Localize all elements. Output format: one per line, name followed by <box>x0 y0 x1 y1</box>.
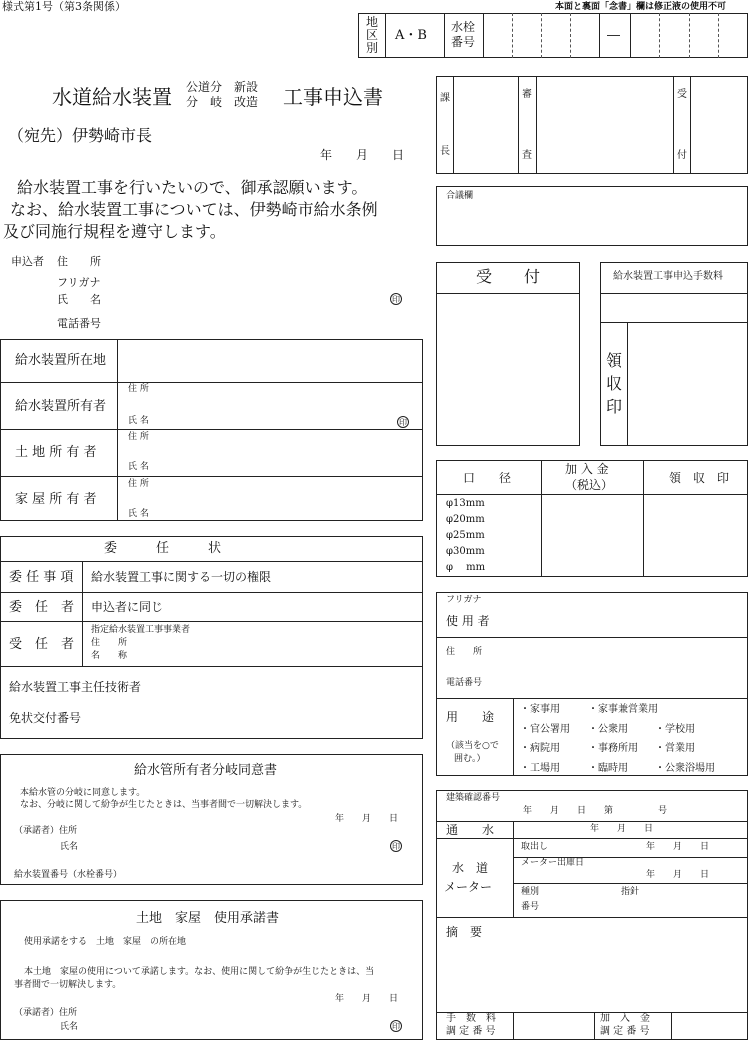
proxy-agent-line2: 住 所 <box>91 638 128 648</box>
review-2: 査 <box>522 150 532 161</box>
site-location-label: 給水装置所在地 <box>15 353 107 368</box>
use-school: ・学校用 <box>655 724 695 735</box>
proxy-title: 委 任 状 <box>104 541 222 556</box>
stamp-header: 領 収 印 <box>669 471 730 485</box>
review-1: 審 <box>522 89 532 100</box>
applicant-name: 氏 名 <box>57 293 101 306</box>
use-consent-line2: 本土地 家屋の使用について承諾します。なお、使用に関して紛争が生じたときは、当 <box>24 967 375 977</box>
applicant-phone: 電話番号 <box>57 317 101 330</box>
house-owner-label: 家 屋 所 有 者 <box>15 492 97 507</box>
branch-seal: 印 <box>392 842 400 851</box>
owner-addr: 住 所 <box>128 384 149 394</box>
branch-consenter-name: 氏名 <box>60 842 79 852</box>
applicant-label: 申込者 <box>11 255 44 268</box>
use-factory: ・工場用 <box>520 763 560 774</box>
applicant-seal: 印 <box>392 295 400 304</box>
use-consent-title: 土地 家屋 使用承諾書 <box>136 911 280 926</box>
use-business: ・営業用 <box>655 743 695 754</box>
applicant-furigana: フリガナ <box>57 276 101 289</box>
proxy-principal-label: 委 任 者 <box>9 600 75 615</box>
use-government: ・官公署用 <box>520 724 570 735</box>
use-domestic-business: ・家事兼営業用 <box>588 704 658 715</box>
branch-consent-line2: なお、分岐に関して紛争が生じたときは、当事者間で一切解決します。 <box>20 800 308 810</box>
intro-line-1: 給水装置工事を行いたいので、御承認願います。 <box>17 178 368 197</box>
building-no-date: 年 月 日 第 号 <box>523 806 668 816</box>
land-addr: 住 所 <box>128 432 149 442</box>
use-consent-line1: 使用承諾をする 土地 家屋 の所在地 <box>24 937 187 947</box>
caliber-row-30: φ30mm <box>446 546 485 557</box>
proxy-agent-line3: 名 称 <box>91 651 128 661</box>
join-no-2: 調 定 番 号 <box>600 1026 650 1037</box>
proxy-agent-label: 受 任 者 <box>9 637 75 652</box>
proxy-principal-value: 申込者に同じ <box>91 600 164 614</box>
purpose-note-1: （該当を○で <box>446 741 499 751</box>
intro-line-3: 及び同施行規程を遵守します。 <box>3 222 226 241</box>
land-name: 氏 名 <box>128 462 149 472</box>
join-no-1: 加 入 金 <box>600 1013 650 1024</box>
fee-no-1: 手 数 料 <box>446 1013 496 1024</box>
district-label-3: 別 <box>366 41 379 55</box>
meter-label-2: メーター <box>444 880 493 894</box>
intro-line-2: なお、給水装置工事については、伊勢崎市給水条例 <box>10 200 378 219</box>
use-office: ・事務所用 <box>588 743 638 754</box>
fee-header-1: 加 入 金 <box>565 462 609 476</box>
council-label: 合議欄 <box>446 191 474 201</box>
uketsuke-box <box>436 262 580 446</box>
warehouse-date: 年 月 日 <box>646 870 710 880</box>
uketsuke-label: 受 付 <box>476 267 541 286</box>
branch-consent-date: 年 月 日 <box>335 814 399 824</box>
proxy-license: 免状交付番号 <box>9 711 82 725</box>
use-consent-date: 年 月 日 <box>335 994 399 1004</box>
receipt-1: 受 <box>677 89 687 100</box>
use-consent-line3: 事者間で一切解決します。 <box>14 980 122 990</box>
correction-notice: 本面と裏面「念書」欄は修正液の使用不可 <box>555 2 727 12</box>
taken-label: 取出し <box>521 842 549 852</box>
fee-header-2: （税込） <box>565 478 614 492</box>
proxy-engineer: 給水装置工事主任技術者 <box>9 680 142 694</box>
addressee: （宛先）伊勢崎市長 <box>8 126 153 145</box>
use-hospital: ・病院用 <box>520 743 560 754</box>
building-no-label: 建築確認番号 <box>446 793 501 803</box>
house-name: 氏 名 <box>128 509 149 519</box>
fee-label: 給水装置工事申込手数料 <box>613 271 723 282</box>
use-consenter-name: 氏名 <box>60 1022 79 1032</box>
receipt-stamp-1: 領 <box>606 351 623 370</box>
branch-consent-line1: 本給水管の分岐に同意します。 <box>20 788 146 798</box>
user-phone: 電話番号 <box>446 678 483 688</box>
use-temporary: ・臨時用 <box>588 763 628 774</box>
fee-box <box>600 262 748 446</box>
user-address: 住 所 <box>446 647 483 657</box>
office-stamp-box <box>436 76 748 174</box>
meter-label-2: 番号 <box>451 35 476 49</box>
receipt-stamp-3: 印 <box>606 397 623 416</box>
site-owner-label: 給水装置所有者 <box>15 399 107 414</box>
branch-consenter: （承諾者）住所 <box>14 826 78 836</box>
use-seal: 印 <box>392 1022 400 1031</box>
caliber-header: 口 径 <box>463 471 512 485</box>
section-chief-1: 課 <box>440 93 450 104</box>
land-owner-label: 土 地 所 有 者 <box>15 445 97 460</box>
kind-label: 種別 <box>521 887 540 897</box>
purpose-label: 用 途 <box>446 710 495 724</box>
fee-no-2: 調 定 番 号 <box>446 1026 496 1037</box>
owner-name: 氏 名 <box>128 416 149 426</box>
taken-date: 年 月 日 <box>646 842 710 852</box>
applicant-address: 住 所 <box>57 255 101 268</box>
summary-label: 摘 要 <box>446 925 483 939</box>
title-suffix: 工事申込書 <box>283 85 383 109</box>
form-number: 様式第1号（第3条関係） <box>2 0 126 13</box>
district-value: A・B <box>395 28 427 43</box>
purpose-note-2: 囲む。） <box>454 754 486 764</box>
section-chief-2: 長 <box>440 146 450 157</box>
user-label: 使 用 者 <box>446 614 490 628</box>
district-label-1: 地 <box>366 15 379 29</box>
receipt-2: 付 <box>677 150 687 161</box>
number-label: 番号 <box>521 902 540 912</box>
house-addr: 住 所 <box>128 479 149 489</box>
district-label-2: 区 <box>366 28 379 42</box>
warehouse-label: メーター出庫日 <box>521 858 585 868</box>
caliber-row-13: φ13mm <box>446 498 485 509</box>
use-consenter: （承諾者）住所 <box>14 1008 78 1018</box>
title-kinds-2: 分 岐 改造 <box>186 95 259 109</box>
proxy-matter-label: 委 任 事 項 <box>9 570 74 585</box>
council-box <box>436 186 748 246</box>
user-furigana: フリガナ <box>446 595 482 605</box>
proxy-matter-value: 給水装置工事に関する一切の権限 <box>91 570 272 584</box>
use-bathhouse: ・公衆浴場用 <box>655 763 715 774</box>
use-public: ・公衆用 <box>588 724 628 735</box>
meter-label-1: 水 道 <box>452 861 489 875</box>
title-kinds-1: 公道分 新設 <box>186 80 259 94</box>
title-main: 水道給水装置 <box>52 85 172 109</box>
caliber-row-20: φ20mm <box>446 514 485 525</box>
owner-seal: 印 <box>399 418 407 427</box>
branch-consent-title: 給水管所有者分岐同意書 <box>134 763 278 778</box>
meter-label-1: 水栓 <box>451 20 476 34</box>
use-domestic: ・家事用 <box>520 704 560 715</box>
caliber-row-blank: φ mm <box>446 562 486 573</box>
caliber-row-25: φ25mm <box>446 530 485 541</box>
meter-dash: ― <box>607 28 620 43</box>
branch-device-no: 給水装置番号（水栓番号） <box>14 870 123 880</box>
water-on-date: 年 月 日 <box>590 824 654 834</box>
proxy-agent-line1: 指定給水装置工事事業者 <box>91 625 191 635</box>
needle-label: 指針 <box>621 887 640 897</box>
application-date: 年 月 日 <box>320 148 405 162</box>
water-on-label: 通 水 <box>446 823 495 837</box>
receipt-stamp-2: 収 <box>606 374 623 393</box>
